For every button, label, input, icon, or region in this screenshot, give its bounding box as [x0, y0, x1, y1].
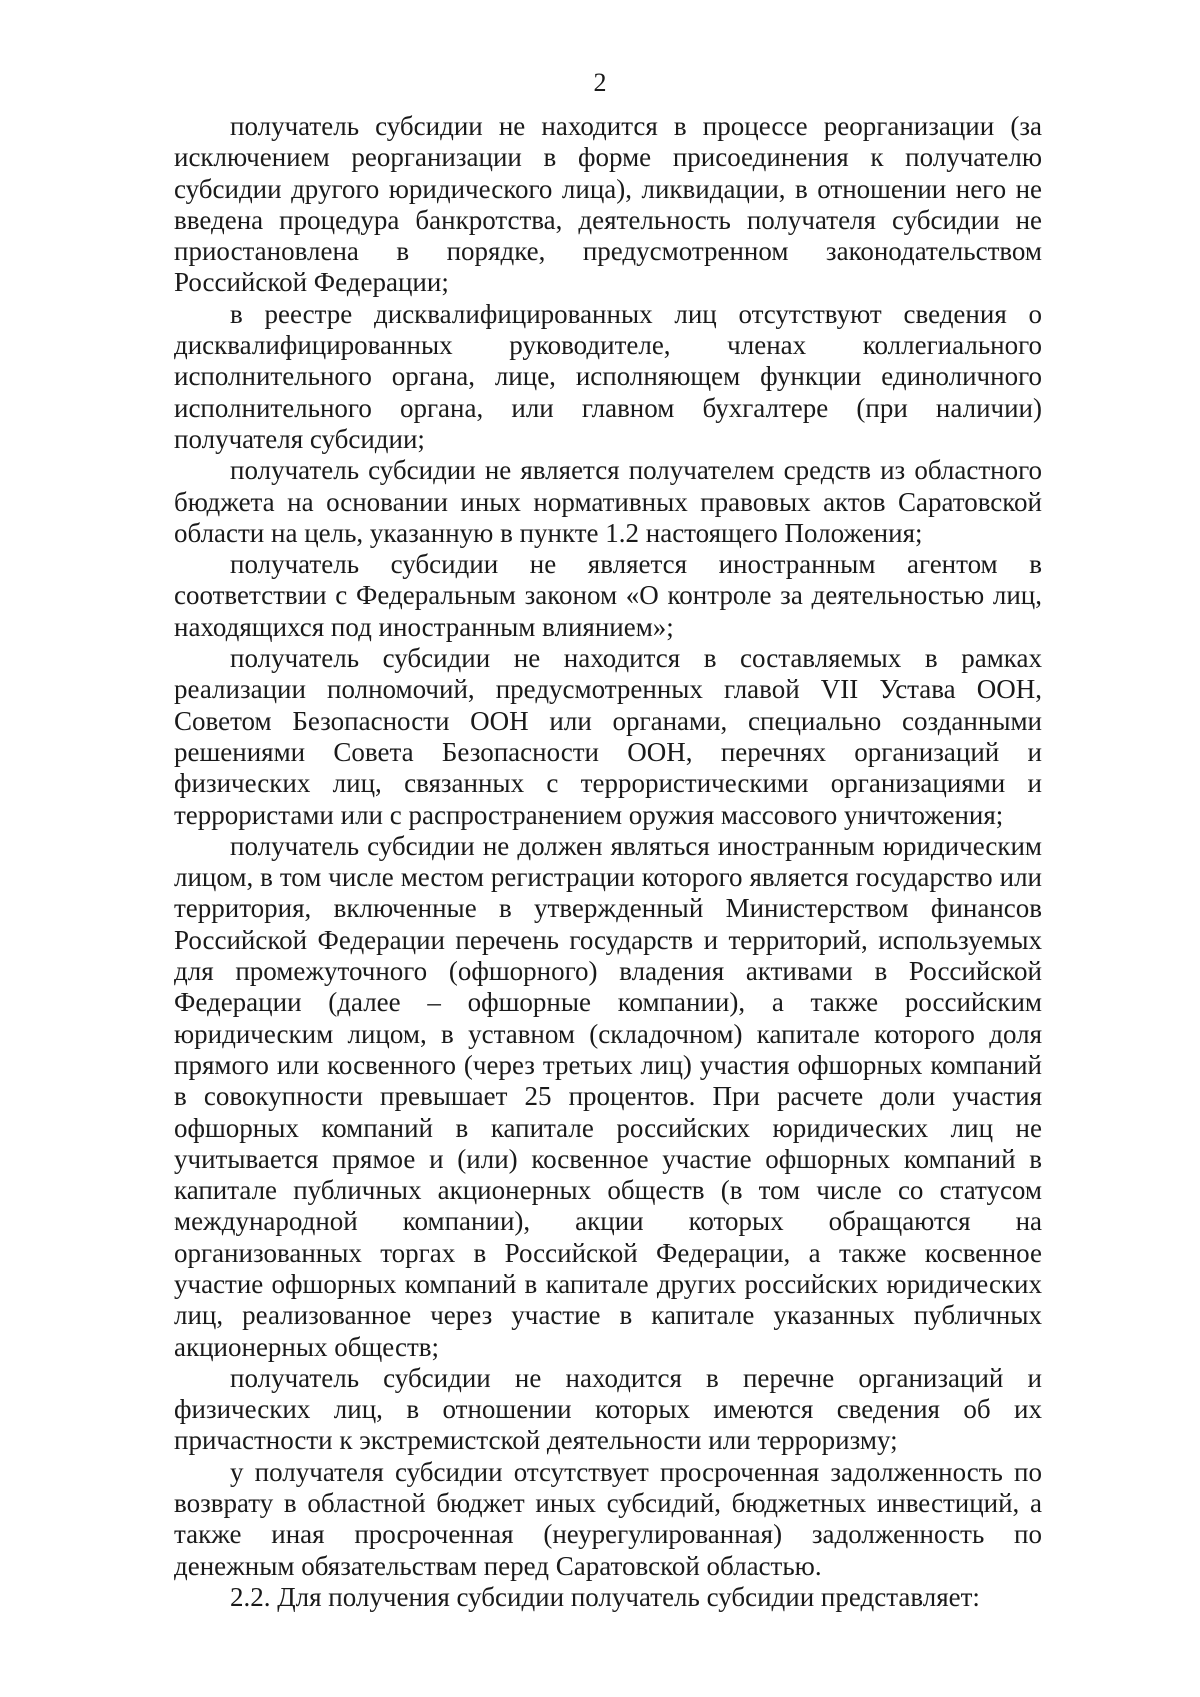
- paragraph-reorganization: получатель субсидии не находится в процессе реорганизации (за исключением реорганизации в форме присоединения к получателю субсидии другого юридического лица), ликвидации, в отношении него не введена процедура банкротства, деятельность получателя субсидии не приостановлена в порядке, предусмотренном законодательством Российской Федерации;: [174, 111, 1042, 298]
- paragraph-other-budget-funds: получатель субсидии не является получателем средств из областного бюджета на основании иных нормативных правовых актов Саратовской области на цель, указанную в пункте 1.2 настоящего Положения;: [174, 455, 1042, 548]
- paragraph-un-lists: получатель субсидии не находится в составляемых в рамках реализации полномочий, предусмотренных главой VII Устава ООН, Советом Безопасности ООН или органами, специально созданными решениями Совета Безопасности ООН, перечнях организаций и физических лиц, связанных с террористическими организациями и террористами или с распространением оружия массового уничтожения;: [174, 643, 1042, 830]
- paragraph-disqualified-registry: в реестре дисквалифицированных лиц отсутствуют сведения о дисквалифицированных руководителе, членах коллегиального исполнительного органа, лице, исполняющем функции единоличного исполнительного органа, или главном бухгалтере (при наличии) получателя субсидии;: [174, 298, 1042, 454]
- paragraph-offshore: получатель субсидии не должен являться иностранным юридическим лицом, в том числе местом регистрации которого является государство или территория, включенные в утвержденный Министерством финансов Российской Федерации перечень государств и территорий, используемых для промежуточного (офшорного) владения активами в Российской Федерации (далее – офшорные компании), а также российским юридическим лицом, в уставном (складочном) капитале которого доля прямого или косвенного (через третьих лиц) участия офшорных компаний в совокупности превышает 25 процентов. При расчете доли участия офшорных компаний в капитале российских юридических лиц не учитывается прямое и (или) косвенное участие офшорных компаний в капитале публичных акционерных обществ (в том числе со статусом международной компании), акции которых обращаются на организованных торгах в Российской Федерации, а также косвенное участие офшорных компаний в капитале других российских юридических лиц, реализованное через участие в капитале указанных публичных акционерных обществ;: [174, 830, 1042, 1362]
- paragraph-foreign-agent: получатель субсидии не является иностранным агентом в соответствии с Федеральным законом «О контроле за деятельностью лиц, находящихся под иностранным влиянием»;: [174, 549, 1042, 642]
- document-body: [174, 111, 1042, 1613]
- page-number: 2: [593, 68, 607, 97]
- paragraph-overdue-debt: у получателя субсидии отсутствует просроченная задолженность по возврату в областной бюджет иных субсидий, бюджетных инвестиций, а также иная просроченная (неурегулированная) задолженность по денежным обязательствам перед Саратовской областью.: [174, 1456, 1042, 1581]
- paragraph-extremism-list: получатель субсидии не находится в перечне организаций и физических лиц, в отношении которых имеются сведения об их причастности к экстремистской деятельности или терроризму;: [174, 1362, 1042, 1456]
- paragraph-section-2-2: 2.2. Для получения субсидии получатель субсидии представляет:: [230, 1581, 980, 1612]
